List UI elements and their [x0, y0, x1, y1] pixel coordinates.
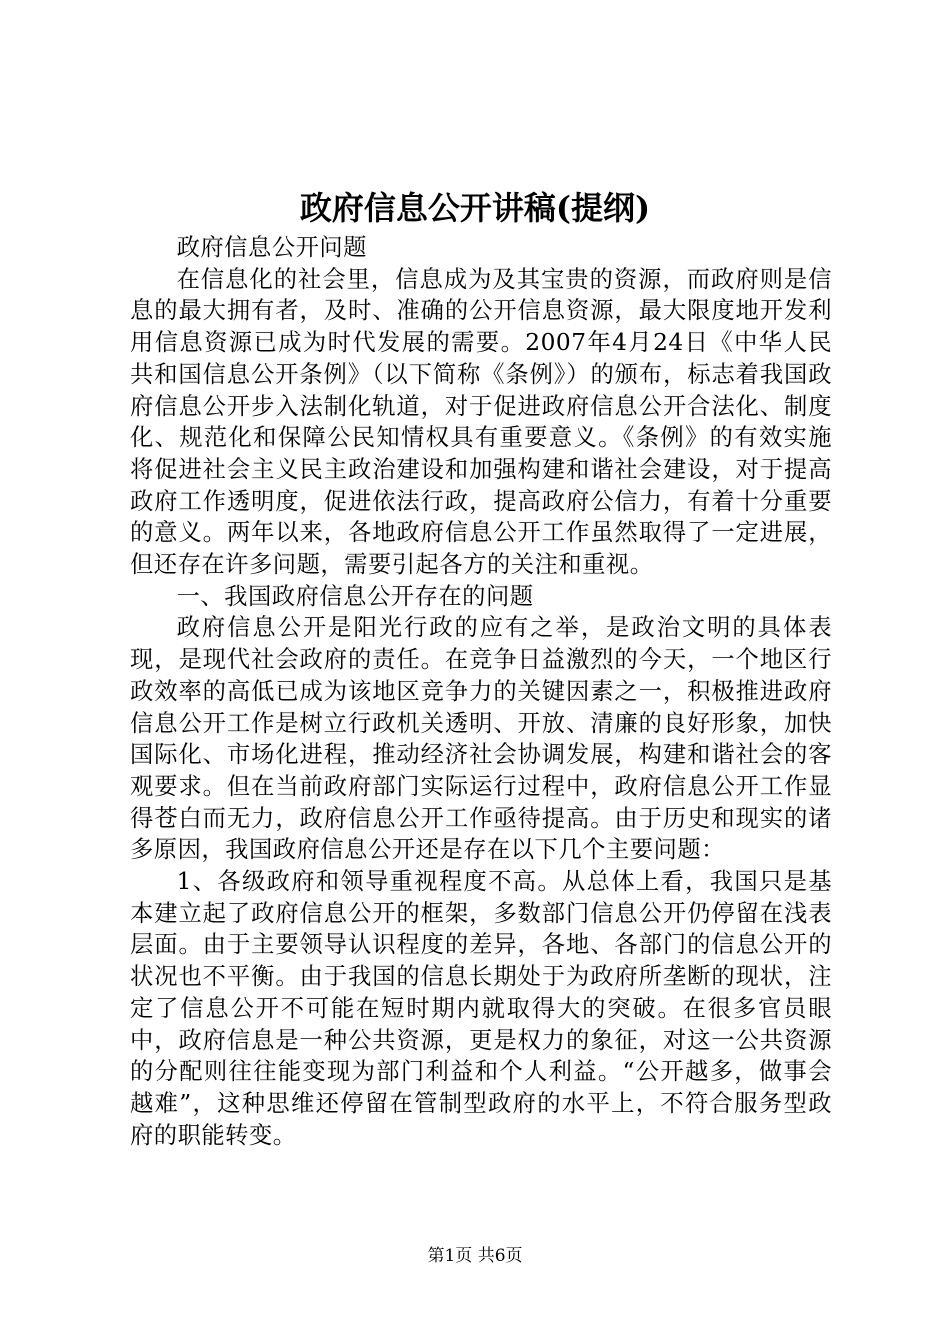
section-heading: 一、我国政府信息公开存在的问题: [176, 582, 534, 610]
paragraph-point-1: 1、各级政府和领导重视程度不高。从总体上看，我国只是基本建立起了政府信息公开的框架，多数部门信息公开仍停留在浅表层面。由于主要领导认识程度的差异，各地、各部门的信息公开的状况也不平衡。由于我国的信息长期处于为政府所垄断的现状，注定了信息公开不可能在短时期内就取得大的突破。在很多官员眼中，政府信息是一种公共资源，更是权力的象征，对这一公共资源的分配则往往能变现为部门利益和个人利益。“公开越多，做事会越难”，这种思维还停留在管制型政府的水平上，不符合服务型政府的职能转变。: [130, 868, 832, 1149]
document-body: [130, 232, 832, 1151]
document-title: 政府信息公开讲稿(提纲): [299, 189, 651, 227]
paragraph-intro: 在信息化的社会里，信息成为及其宝贵的资源，而政府则是信息的最大拥有者，及时、准确的公开信息资源，最大限度地开发利用信息资源已成为时代发展的需要。2007年4月24日《中华人民共和国信息公开条例》（以下简称《条例》）的颁布，标志着我国政府信息公开步入法制化轨道，对于促进政府信息公开合法化、制度化、规范化和保障公民知情权具有重要意义。《条例》的有效实施将促进社会主义民主政治建设和加强构建和谐社会建设，对于提高政府工作透明度，促进依法行政，提高政府公信力，有着十分重要的意义。两年以来，各地政府信息公开工作虽然取得了一定进展，但还存在许多问题，需要引起各方的关注和重视。: [130, 265, 832, 579]
paragraph-subtitle: 政府信息公开问题: [176, 234, 367, 261]
page-footer: 第1页 共6页: [427, 1246, 523, 1266]
paragraph-section-body: 政府信息公开是阳光行政的应有之举，是政治文明的具体表现，是现代社会政府的责任。在竞争日益激烈的今天，一个地区行政效率的高低已成为该地区竞争力的关键因素之一，积极推进政府信息公开工作是树立行政机关透明、开放、清廉的良好形象，加快国际化、市场化进程，推动经济社会协调发展，构建和谐社会的客观要求。但在当前政府部门实际运行过程中，政府信息公开工作显得苍白而无力，政府信息公开工作亟待提高。由于历史和现实的诸多原因，我国政府信息公开还是存在以下几个主要问题：: [130, 614, 832, 864]
